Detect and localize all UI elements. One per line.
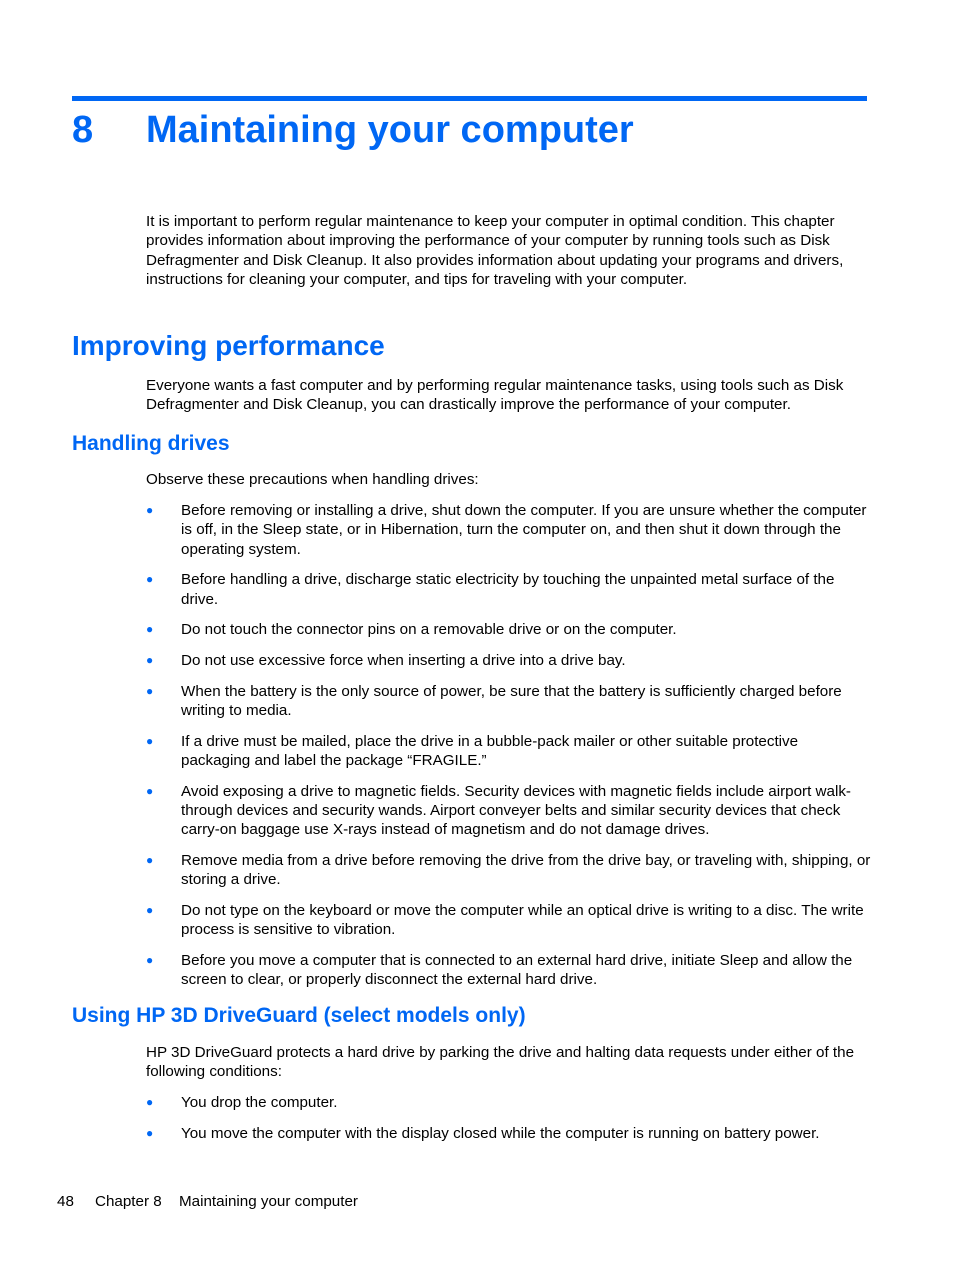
chapter-number: 8: [72, 109, 94, 151]
list-item-text: Before you move a computer that is connected to an external hard drive, initiate Sleep and allow the screen to clear, or properly disconnect the external hard drive.: [181, 951, 853, 989]
bullet-icon: ●: [146, 733, 154, 748]
list-item-text: Remove media from a drive before removing the drive from the drive bay, or traveling with, shipping, or storing a drive.: [181, 851, 871, 889]
list-item-text: Do not touch the connector pins on a removable drive or on the computer.: [181, 621, 677, 639]
list-item-text: You drop the computer.: [181, 1094, 338, 1111]
driveguard-lead: HP 3D DriveGuard protects a hard drive by parking the drive and halting data requests under either of the following conditions:: [146, 1044, 855, 1081]
footer-chapter-title: Maintaining your computer: [179, 1193, 358, 1210]
chapter-rule: [72, 96, 867, 101]
page-footer: [57, 1192, 358, 1211]
list-item: [146, 851, 871, 890]
section-heading-driveguard: Using HP 3D DriveGuard (select models only): [72, 1004, 526, 1027]
bullet-icon: ●: [146, 952, 154, 967]
list-item: [146, 651, 871, 670]
list-item-text: Do not type on the keyboard or move the computer while an optical drive is writing to a disc. The write process is sensitive to vibration.: [181, 901, 864, 939]
bullet-icon: ●: [146, 652, 154, 667]
handling-drives-lead: Observe these precautions when handling drives:: [146, 471, 479, 488]
chapter-heading: [72, 108, 634, 152]
list-item: [146, 1093, 871, 1112]
bullet-icon: ●: [146, 902, 154, 917]
list-item-text: If a drive must be mailed, place the drive in a bubble-pack mailer or other suitable protective packaging and label the package “FRAGILE.”: [181, 732, 799, 769]
list-item: [146, 570, 871, 609]
list-item-text: Before removing or installing a drive, shut down the computer. If you are unsure whether the computer is off, in the Sleep state, or in Hibernation, turn the computer on, and then shut it down through the operating system.: [181, 502, 867, 558]
bullet-icon: ●: [146, 622, 154, 637]
bullet-icon: ●: [146, 783, 154, 798]
list-item-text: When the battery is the only source of power, be sure that the battery is sufficiently charged before writing to media.: [181, 682, 842, 719]
list-item: [146, 951, 871, 990]
list-item: [146, 782, 871, 840]
list-item: [146, 901, 871, 940]
bullet-icon: ●: [146, 683, 154, 698]
driveguard-list: [146, 1093, 871, 1154]
section-heading-handling-drives: Handling drives: [72, 432, 230, 455]
list-item-text: Do not use excessive force when inserting a drive into a drive bay.: [181, 651, 626, 669]
list-item: [146, 501, 871, 559]
chapter-intro: It is important to perform regular maintenance to keep your computer in optimal condition. This chapter provides information about improving the performance of your computer by running tools such as Disk Defragmenter and Disk Cleanup. It also provides information about updating your programs and drivers, instructions for cleaning your computer, and tips for traveling with your computer.: [146, 213, 844, 288]
bullet-icon: ●: [146, 1125, 154, 1140]
improving-performance-body: Everyone wants a fast computer and by performing regular maintenance tasks, using tools such as Disk Defragmenter and Disk Cleanup, you can drastically improve the performance of your computer.: [146, 377, 844, 414]
list-item: [146, 732, 871, 771]
bullet-icon: ●: [146, 503, 154, 517]
page-number: 48: [57, 1193, 74, 1210]
bullet-icon: ●: [146, 572, 154, 587]
chapter-title: Maintaining your computer: [146, 109, 634, 151]
list-item-text: Before handling a drive, discharge static electricity by touching the unpainted metal surface of the drive.: [181, 571, 835, 608]
bullet-icon: ●: [146, 1095, 154, 1109]
list-item-text: Avoid exposing a drive to magnetic fields. Security devices with magnetic fields include airport walk-through devices and security wands. Airport conveyer belts and similar security devices that check carry-on baggage use X-rays instead of magnetism and do not damage drives.: [181, 782, 851, 839]
handling-drives-list: [146, 501, 871, 1001]
list-item: [146, 1124, 871, 1143]
list-item: [146, 682, 871, 721]
section-heading-improving-performance: Improving performance: [72, 330, 385, 361]
list-item-text: You move the computer with the display closed while the computer is running on battery power.: [181, 1124, 820, 1142]
bullet-icon: ●: [146, 852, 154, 867]
footer-chapter-label: Chapter 8: [95, 1193, 162, 1210]
list-item: [146, 620, 871, 639]
